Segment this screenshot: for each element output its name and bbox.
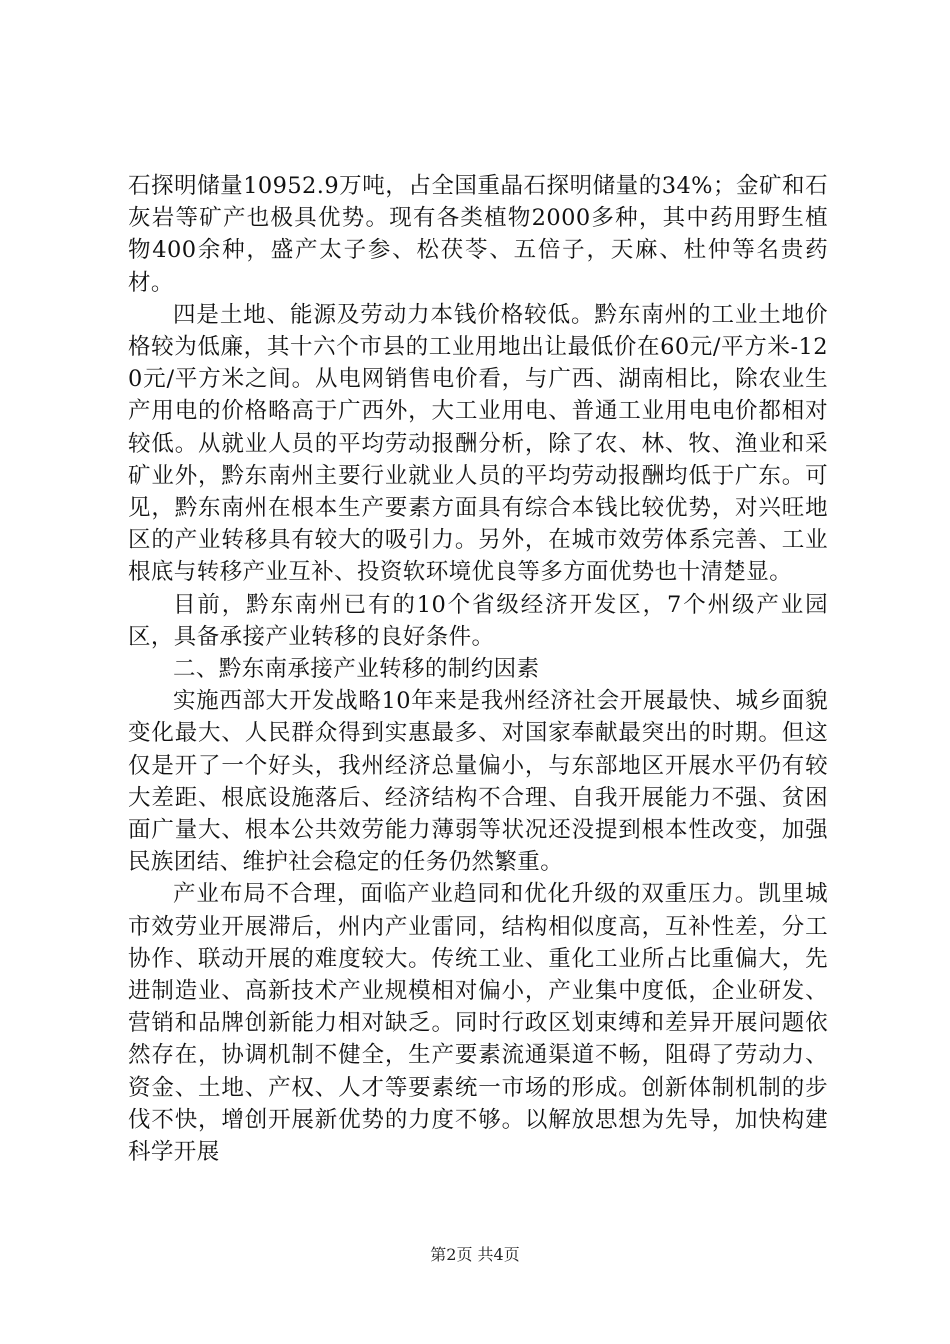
paragraph-4: 实施西部大开发战略10年来是我州经济社会开展最快、城乡面貌变化最大、人民群众得到实惠最多、对国家奉献最突出的时期。但这仅是开了一个好头，我州经济总量偏小，与东部地区开展水平仍有较大差距、根底设施落后、经济结构不合理、自我开展能力不强、贫困面广量大、根本公共效劳能力薄弱等状况还没提到根本性改变，加强民族团结、维护社会稳定的任务仍然繁重。	[128, 688, 828, 876]
section-heading: 二、黔东南承接产业转移的制约因素	[173, 656, 540, 683]
page-number-footer: 第2页 共4页	[430, 1245, 520, 1264]
paragraph-3: 目前，黔东南州已有的10个省级经济开发区，7个州级产业园区，具备承接产业转移的良好条件。	[128, 591, 828, 650]
paragraph-5: 产业布局不合理，面临产业趋同和优化升级的双重压力。凯里城市效劳业开展滞后，州内产业雷同，结构相似度高，互补性差，分工协作、联动开展的难度较大。传统工业、重化工业所占比重偏大，先进制造业、高新技术产业规模相对偏小，产业集中度低，企业研发、营销和品牌创新能力相对缺乏。同时行政区划束缚和差异开展问题依然存在，协调机制不健全，生产要素流通渠道不畅，阻碍了劳动力、资金、土地、产权、人才等要素统一市场的形成。创新体制机制的步伐不快，增创开展新优势的力度不够。以解放思想为先导，加快构建科学开展	[128, 881, 828, 1166]
paragraph-2: 四是土地、能源及劳动力本钱价格较低。黔东南州的工业土地价格较为低廉，其十六个市县的工业用地出让最低价在60元/平方米-120元/平方米之间。从电网销售电价看，与广西、湖南相比，除农业生产用电的价格略高于广西外，大工业用电、普通工业用电电价都相对较低。从就业人员的平均劳动报酬分析，除了农、林、牧、渔业和采矿业外，黔东南州主要行业就业人员的平均劳动报酬均低于广东。可见，黔东南州在根本生产要素方面具有综合本钱比较优势，对兴旺地区的产业转移具有较大的吸引力。另外，在城市效劳体系完善、工业根底与转移产业互补、投资软环境优良等多方面优势也十清楚显。	[128, 301, 828, 586]
document-body	[128, 170, 828, 1168]
paragraph-1: 石探明储量10952.9万吨，占全国重晶石探明储量的34%；金矿和石灰岩等矿产也极具优势。现有各类植物2000多种，其中药用野生植物400余种，盛产太子参、松茯苓、五倍子，天麻、杜仲等名贵药材。	[128, 173, 828, 296]
